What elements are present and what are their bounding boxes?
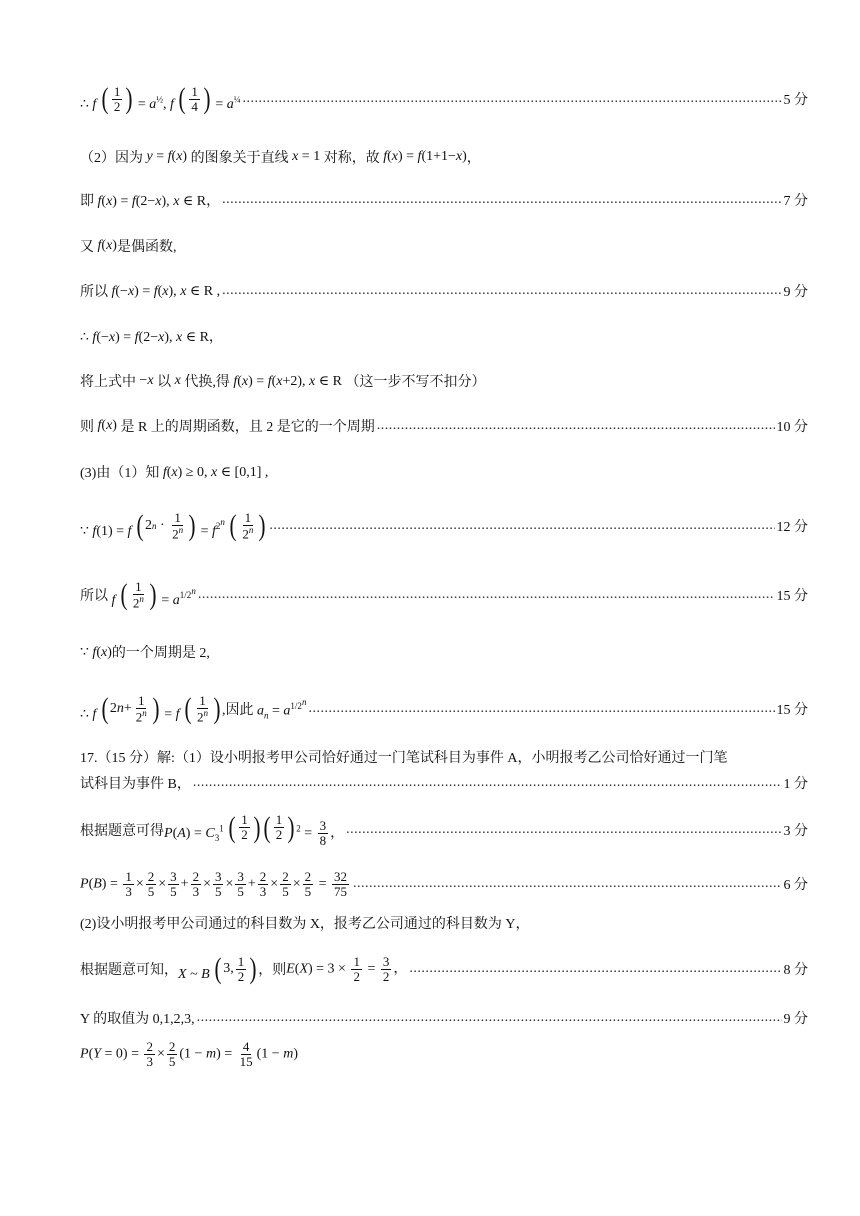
line-even-function bbox=[80, 235, 808, 257]
formula: −x bbox=[136, 373, 154, 388]
formula-f-half: ∴ f ( 1 2 ) = $a^{\frac{1}{2}}$, f ( 1 4 ) = $a^{\frac{1}{4}}$ bbox=[80, 84, 241, 114]
line-EX bbox=[80, 950, 808, 988]
leader-dots bbox=[193, 775, 782, 791]
text-segment: 试科目为事件 B， bbox=[80, 777, 191, 792]
formula: f(x) bbox=[97, 238, 117, 253]
score-label: 12 分 bbox=[776, 520, 808, 535]
formula: f ( 1 2$^n$ ) = $a^{1/2^n}$ bbox=[108, 580, 196, 610]
line-symmetry bbox=[80, 146, 808, 168]
text-segment: 将上式中 bbox=[80, 375, 136, 390]
score-label: 15 分 bbox=[776, 703, 808, 718]
text-segment: （2）因为 bbox=[80, 151, 143, 166]
text-segment: 17.（15 分）解:（1）设小明报考甲公司恰好通过一门笔试科目为事件 A，小明报考乙公司恰好通过一门笔 bbox=[80, 751, 728, 766]
line-f-half-quarter bbox=[80, 84, 808, 114]
q17-line1 bbox=[80, 746, 808, 768]
formula: x = 1 bbox=[292, 149, 324, 164]
score-label: 15 分 bbox=[776, 589, 808, 604]
score-label: 10 分 bbox=[776, 420, 808, 435]
formula: x bbox=[174, 373, 181, 388]
score-label: 8 分 bbox=[783, 963, 808, 978]
text-segment: 是 R 上的周期函数，且 2 是它的一个周期 bbox=[120, 420, 375, 435]
line-part3 bbox=[80, 461, 808, 483]
formula: f(x) bbox=[97, 418, 121, 433]
formula: P(Y = 0) = $\frac{2}{3}$ × $\frac{2}{5}$ (1 − m) = $\frac{4}{15}$ (1 − m) bbox=[80, 1038, 298, 1069]
line-part2 bbox=[80, 912, 808, 934]
text-segment: 根据题意可得 bbox=[80, 824, 164, 839]
line-PB bbox=[80, 866, 808, 902]
text-segment: 以 bbox=[157, 375, 172, 390]
formula: f(−x) = f(x), x ∈ R , bbox=[111, 283, 221, 299]
formula: P(B) = $\frac{1}{3}$ × $\frac{2}{5}$ × $\frac{3}{5}$ + $\frac{2}{3}$ × $\frac{3}{5}$ × $\frac{3}{5}$ + $\frac{2}{3}$ × $\frac{2}{5}$ × $\frac{2}{5}$ = $\frac{32}{75}$ bbox=[80, 868, 348, 899]
formula: $P(A) = C_3^1$ ( 1 2 ) ( 1 2 ) $^2$ = $\frac{3}{8}$ ， bbox=[164, 813, 344, 848]
formula: E(X) = 3 × $\frac{1}{2}$ = $\frac{3}{2}$ ， bbox=[286, 953, 408, 984]
formula: f(x) = f(2−x), x ∈ R， bbox=[97, 194, 221, 209]
leader-dots bbox=[222, 192, 781, 208]
score-label: 3 分 bbox=[783, 824, 808, 839]
text-segment: 所以 bbox=[80, 589, 108, 604]
formula: ∴ f ( 2 n + 1 2$^n$ ) = f ( 1 2$^n$ ) bbox=[80, 694, 222, 724]
text-segment: 又 bbox=[80, 240, 94, 255]
formula: ∵ f(x) bbox=[80, 644, 112, 660]
line-f-minus-x bbox=[80, 280, 808, 302]
line-f1 bbox=[80, 508, 808, 544]
line-f-1-over-2n bbox=[80, 577, 808, 613]
text-segment: 即 bbox=[80, 194, 94, 209]
text-segment: (3)由（1）知 bbox=[80, 466, 160, 481]
text-segment: ，则 bbox=[258, 963, 287, 978]
leader-dots bbox=[243, 91, 782, 107]
text-segment: ， bbox=[466, 151, 481, 166]
line-period-2 bbox=[80, 641, 808, 663]
formula: y = f(x) bbox=[146, 149, 191, 164]
text-segment: 根据题意可知， bbox=[80, 963, 178, 978]
text-segment: Y 的取值为 0,1,2,3, bbox=[80, 1012, 195, 1027]
note-text: （这一步不写不扣分） bbox=[345, 375, 486, 390]
score-label: 9 分 bbox=[783, 285, 808, 300]
formula: X ~ B ( 3, 1 2 ) bbox=[178, 954, 258, 984]
leader-dots bbox=[197, 1010, 782, 1026]
score-label: 6 分 bbox=[783, 878, 808, 893]
line-an bbox=[80, 690, 808, 728]
leader-dots bbox=[377, 418, 775, 434]
score-label: 1 分 bbox=[783, 777, 808, 792]
formula: $a_n = a^{1/2^n}$ bbox=[257, 697, 307, 721]
line-PY0 bbox=[80, 1036, 808, 1072]
q17-line2 bbox=[80, 772, 808, 794]
score-label: 9 分 bbox=[783, 1012, 808, 1027]
line-substitution bbox=[80, 370, 808, 392]
text-segment: 的一个周期是 2, bbox=[111, 646, 210, 661]
text-segment: 代换,得 bbox=[184, 375, 230, 390]
formula: f(x) ≥ 0, x ∈ [0,1] , bbox=[162, 464, 269, 480]
text-segment: 是偶函数, bbox=[116, 240, 177, 255]
leader-dots bbox=[308, 701, 774, 717]
leader-dots bbox=[269, 518, 774, 534]
line-f-2-minus-x bbox=[80, 189, 808, 211]
text-segment: 的图象关于直线 bbox=[190, 151, 289, 166]
score-label: 5 分 bbox=[783, 93, 808, 108]
text-segment: ,因此 bbox=[222, 703, 254, 718]
text-segment: 对称，故 bbox=[323, 151, 380, 166]
text-segment: 所以 bbox=[80, 285, 108, 300]
text-segment: 则 bbox=[80, 420, 94, 435]
line-periodic bbox=[80, 415, 808, 437]
formula: f(x) = f(x+2), x ∈ R bbox=[233, 373, 346, 389]
leader-dots bbox=[198, 587, 775, 603]
line-Y-values bbox=[80, 1007, 808, 1029]
formula: ∴ f(−x) = f(2−x), x ∈ R， bbox=[80, 330, 223, 345]
formula: ∵ f(1) = f ( 2 n · 1 2$^n$ ) = $f^{2^n}$ ( 1 2$^n$ ) bbox=[80, 511, 267, 541]
leader-dots bbox=[222, 283, 781, 299]
leader-dots bbox=[353, 876, 781, 892]
text-segment: (2)设小明报考甲公司通过的科目数为 X，报考乙公司通过的科目数为 Y， bbox=[80, 917, 530, 932]
formula: f(x) = f(1+1−x) bbox=[383, 149, 467, 164]
line-PA bbox=[80, 812, 808, 848]
leader-dots bbox=[346, 822, 781, 838]
leader-dots bbox=[409, 961, 781, 977]
score-label: 7 分 bbox=[783, 194, 808, 209]
line-therefore bbox=[80, 325, 808, 347]
